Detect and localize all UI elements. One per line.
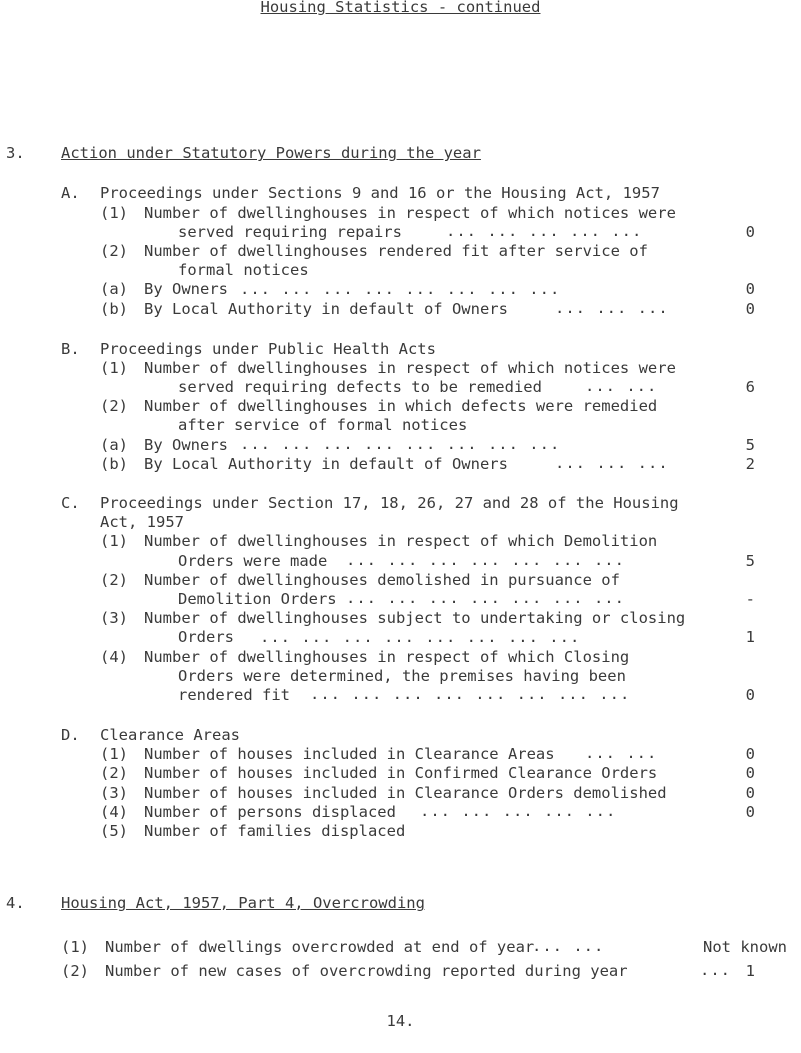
item-text: Number of houses included in Confirmed Clearance Orders: [144, 764, 658, 783]
item-number: (2): [100, 570, 128, 589]
dot-leader: ... ... ...: [555, 454, 669, 472]
item-text: served requiring repairs: [178, 222, 402, 241]
item-text: Number of dwellinghouses in which defects were remedied: [144, 397, 658, 416]
item-text: Number of houses included in Clearance Areas: [144, 745, 555, 764]
dot-leader: ... ... ... ... ...: [420, 802, 617, 820]
item-text: By Owners: [144, 280, 228, 299]
dot-leader: ... ... ... ... ... ... ... ...: [260, 627, 581, 646]
dot-leader: ... ... ... ... ... ... ... ...: [310, 685, 631, 704]
item-text: Number of dwellinghouses in respect of which notices were: [144, 358, 676, 377]
dot-leader: ... ... ... ... ... ... ...: [346, 589, 625, 608]
item-text: Number of persons displaced: [144, 802, 396, 821]
item-number: (4): [100, 647, 128, 666]
item-text: By Owners: [144, 435, 228, 454]
item-number: (1): [100, 532, 128, 551]
item-number: (2): [100, 397, 128, 416]
section-4-heading: Housing Act, 1957, Part 4, Overcrowding: [61, 894, 425, 912]
item-text: Number of families displaced: [144, 822, 406, 840]
item-number: (b): [100, 454, 128, 473]
item-text: Orders were determined, the premises having been: [178, 666, 626, 685]
dot-leader: ... ... ...: [555, 298, 669, 317]
item-text: Number of dwellinghouses in respect of which Closing: [144, 647, 630, 666]
item-number: (5): [100, 822, 128, 840]
item-number: (4): [100, 802, 128, 821]
section-b-letter: B.: [61, 339, 80, 358]
item-value: 0: [745, 802, 755, 821]
section-3-number: 3.: [6, 144, 25, 163]
item-number: (a): [100, 435, 128, 454]
item-text: formal notices: [178, 261, 309, 280]
item-text: Number of dwellinghouses in respect of which notices were: [144, 203, 676, 222]
section-b-title: Proceedings under Public Health Acts: [100, 339, 436, 358]
item-number: (3): [100, 609, 128, 628]
dot-leader: ... ...: [532, 937, 605, 955]
item-value: 6: [745, 378, 755, 396]
dot-leader: ... ... ... ... ... ... ...: [346, 550, 625, 569]
section-c-letter: C.: [61, 494, 80, 512]
dot-leader: ... ... ... ... ... ... ... ...: [240, 279, 561, 298]
item-number: (1): [100, 745, 128, 764]
section-a-letter: A.: [61, 184, 80, 203]
dot-leader: ... ... ... ... ... ... ... ...: [240, 434, 561, 453]
item-number: (1): [100, 203, 128, 222]
item-text: By Local Authority in default of Owners: [144, 454, 508, 473]
dot-leader: ...: [700, 961, 731, 979]
item-value: 5: [745, 551, 755, 570]
item-number: (2): [100, 764, 128, 783]
item-text: Demolition Orders: [178, 590, 337, 608]
item-number: (b): [100, 299, 128, 318]
item-number: (3): [100, 783, 128, 802]
page-number: 14.: [386, 1012, 415, 1030]
item-number: (1): [100, 358, 128, 377]
item-text: Number of dwellings overcrowded at end of year: [105, 938, 535, 956]
section-4-number: 4.: [6, 894, 25, 912]
item-value: Not known: [703, 938, 787, 956]
item-value: -: [745, 590, 755, 608]
section-a-title: Proceedings under Sections 9 and 16 or the Housing Act, 1957: [100, 184, 660, 203]
item-text: Number of dwellinghouses subject to undertaking or closing: [144, 609, 686, 628]
section-3-heading: Action under Statutory Powers during the year: [61, 144, 481, 163]
item-text: Orders: [178, 628, 234, 647]
item-text: rendered fit: [178, 686, 290, 704]
item-value: 5: [745, 435, 755, 454]
item-text: Orders were made: [178, 551, 328, 570]
section-d-title: Clearance Areas: [100, 726, 240, 744]
item-text: By Local Authority in default of Owners: [144, 299, 508, 318]
item-text: after service of formal notices: [178, 416, 468, 435]
item-text: Number of dwellinghouses in respect of which Demolition: [144, 532, 658, 551]
item-value: 0: [745, 745, 755, 764]
item-value: 0: [745, 764, 755, 783]
dot-leader: ... ...: [585, 377, 658, 396]
item-value: 0: [745, 686, 755, 704]
item-value: 0: [745, 280, 755, 299]
section-c-title: Proceedings under Section 17, 18, 26, 27 and 28 of the Housing: [100, 494, 679, 512]
item-text: Number of new cases of overcrowding reported during year: [105, 962, 628, 980]
item-value: 1: [745, 628, 755, 647]
item-value: 2: [745, 454, 755, 473]
item-text: Number of dwellinghouses rendered fit after service of: [144, 242, 648, 260]
item-text: served requiring defects to be remedied: [178, 378, 542, 396]
page-title: Housing Statistics - continued: [260, 0, 541, 16]
item-text: Number of dwellinghouses demolished in pursuance of: [144, 570, 620, 589]
dot-leader: ... ...: [585, 744, 658, 763]
section-d-letter: D.: [61, 726, 80, 744]
item-number: (2): [61, 962, 89, 980]
item-number: (a): [100, 280, 128, 299]
section-c-title-cont: Act, 1957: [100, 513, 184, 532]
dot-leader: ... ... ... ... ...: [446, 222, 643, 240]
item-text: Number of houses included in Clearance Orders demolished: [144, 783, 667, 802]
item-number: (1): [61, 938, 89, 956]
item-value: 0: [745, 222, 755, 241]
item-value: 1: [745, 962, 755, 980]
item-number: (2): [100, 242, 128, 260]
item-value: 0: [745, 783, 755, 802]
item-value: 0: [745, 299, 755, 318]
